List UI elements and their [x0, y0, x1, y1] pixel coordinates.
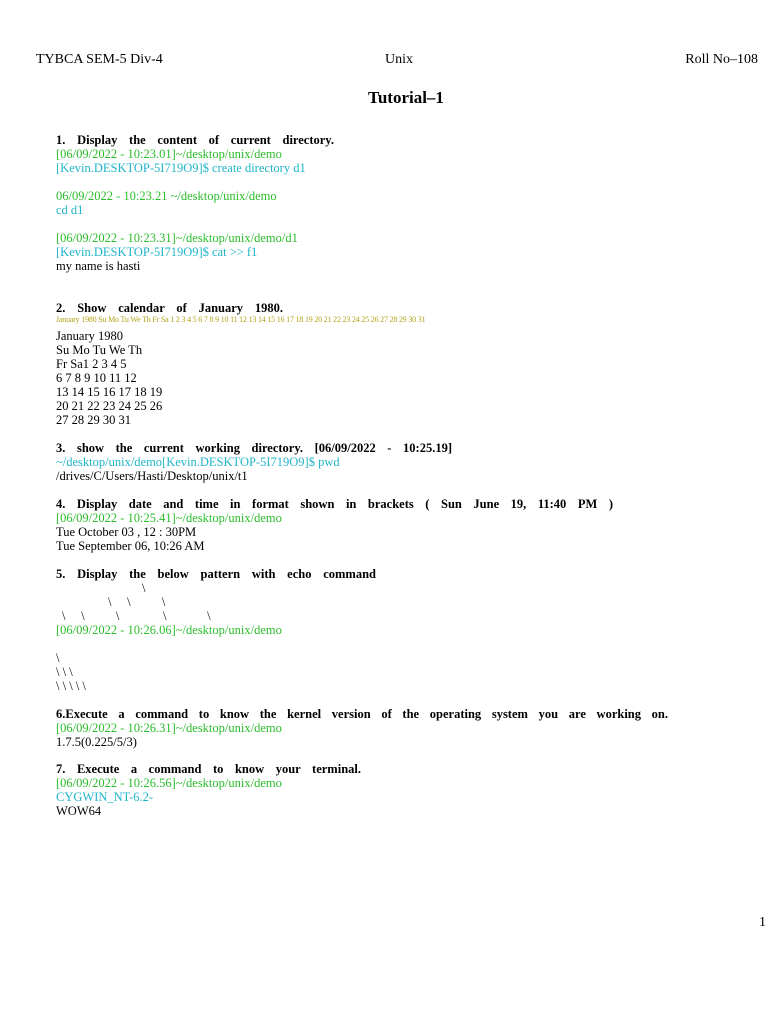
calendar-line: January 1980	[56, 329, 123, 343]
command-line: [Kevin.DESKTOP-5I719O9]$ cat >> f1	[56, 245, 258, 259]
question-2: 2. Show calendar of January 1980.	[56, 301, 283, 315]
calendar-line: 13 14 15 16 17 18 19	[56, 385, 163, 399]
header-course: TYBCA SEM-5 Div-4	[36, 52, 163, 67]
prompt-line: [06/09/2022 - 10:23.01]~/desktop/unix/demo	[56, 147, 282, 161]
command-line: cd d1	[56, 203, 84, 217]
output-line: 1.7.5(0.225/5/3)	[56, 735, 137, 749]
question-1: 1. Display the content of current directory.	[56, 133, 334, 147]
question-4: 4. Display date and time in format shown in brackets ( Sun June 19, 11:40 PM )	[56, 497, 613, 511]
question-6: 6.Execute a command to know the kernel version of the operating system you are working on.	[56, 707, 668, 721]
output-line: \ \ \	[56, 665, 73, 679]
output-line: Tue October 03 , 12 : 30PM	[56, 525, 197, 539]
prompt-line: [06/09/2022 - 10:25.41]~/desktop/unix/demo	[56, 511, 282, 525]
calendar-line: Su Mo Tu We Th	[56, 343, 143, 357]
question-7: 7. Execute a command to know your terminal.	[56, 762, 361, 776]
calendar-line: 6 7 8 9 10 11 12	[56, 371, 137, 385]
calendar-line: 27 28 29 30 31	[56, 413, 131, 427]
calendar-line: 20 21 22 23 24 25 26	[56, 399, 163, 413]
header-roll-no: Roll No–108	[685, 52, 758, 67]
page-title: Tutorial–1	[368, 88, 444, 107]
output-line: WOW64	[56, 804, 102, 818]
question-5: 5. Display the below pattern with echo command	[56, 567, 376, 581]
header-subject: Unix	[385, 52, 413, 67]
pattern-line: \	[142, 581, 146, 595]
prompt-line: 06/09/2022 - 10:23.21 ~/desktop/unix/demo	[56, 189, 277, 203]
prompt-line: [06/09/2022 - 10:26.06]~/desktop/unix/demo	[56, 623, 282, 637]
calendar-line: Fr Sa1 2 3 4 5	[56, 357, 127, 371]
output-line: Tue September 06, 10:26 AM	[56, 539, 205, 553]
question-3: 3. show the current working directory. [06/09/2022 - 10:25.19]	[56, 441, 452, 455]
calendar-compact-line: January 1980 Su Mo Tu We Th Fr Sa 1 2 3 4 5 6 7 8 9 10 11 12 13 14 15 16 17 18 19 20 21 22 23 24 25 26 27 28 29 30 31	[56, 315, 426, 324]
page-number: 1	[759, 915, 766, 930]
output-line: /drives/C/Users/Hasti/Desktop/unix/t1	[56, 469, 248, 483]
pattern-line: \ \ \ \ \	[62, 609, 211, 623]
prompt-line: [06/09/2022 - 10:23.31]~/desktop/unix/demo/d1	[56, 231, 298, 245]
command-line: ~/desktop/unix/demo[Kevin.DESKTOP-5I719O9]$ pwd	[56, 455, 340, 469]
command-line: CYGWIN_NT-6.2-	[56, 790, 154, 804]
pattern-line: \ \ \	[108, 595, 166, 609]
output-line: \ \ \ \ \	[56, 679, 86, 693]
prompt-line: [06/09/2022 - 10:26.56]~/desktop/unix/demo	[56, 776, 282, 790]
command-line: [Kevin.DESKTOP-5I719O9]$ create directory d1	[56, 161, 306, 175]
output-line: \	[56, 651, 60, 665]
prompt-line: [06/09/2022 - 10:26.31]~/desktop/unix/demo	[56, 721, 282, 735]
output-line: my name is hasti	[56, 259, 141, 273]
